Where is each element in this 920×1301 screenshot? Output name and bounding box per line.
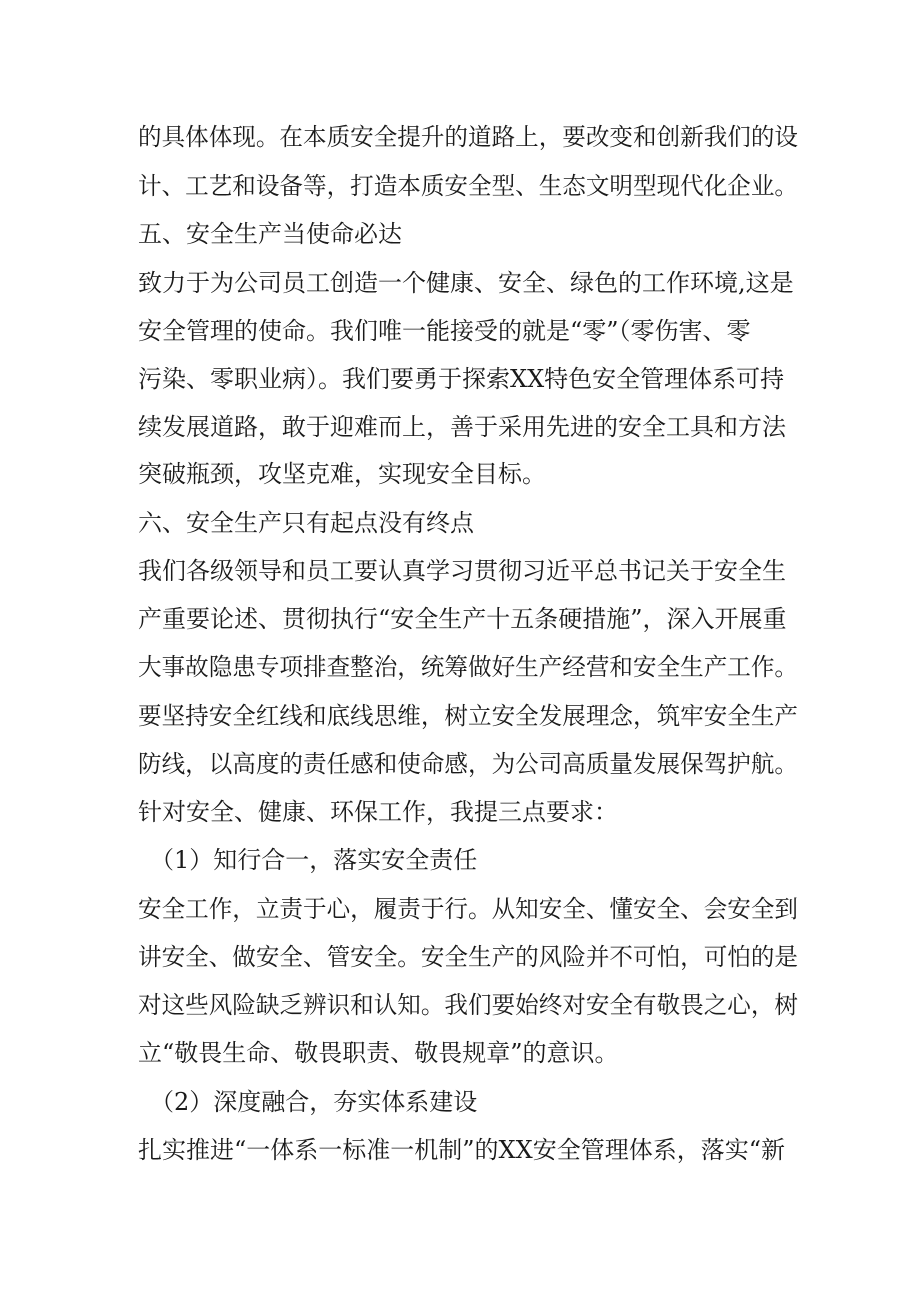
subsection-heading: （1）知行合一，落实安全责任 [150, 846, 478, 874]
body-text-line: 产重要论述、贯彻执行“安全生产十五条硬措施”，深入开展重 [138, 605, 787, 633]
body-text-line: 我们各级领导和员工要认真学习贯彻习近平总书记关于安全生 [138, 557, 786, 585]
section-heading: 五、安全生产当使命必达 [138, 220, 402, 248]
body-text-line: 防线，以高度的责任感和使命感，为公司高质量发展保驾护航。 [138, 750, 798, 778]
body-text-line: 计、工艺和设备等，打造本质安全型、生态文明型现代化企业。 [138, 172, 798, 200]
body-text-line: 针对安全、健康、环保工作，我提三点要求： [138, 798, 618, 826]
body-text-line: 对这些风险缺乏辨识和认知。我们要始终对安全有敬畏之心，树 [138, 991, 798, 1019]
body-text-line: 的具体体现。在本质安全提升的道路上，要改变和创新我们的设 [138, 123, 798, 151]
body-text-line: 污染、零职业病）。我们要勇于探索XX特色安全管理体系可持 [138, 365, 785, 393]
body-text-line: 立“敬畏生命、敬畏职责、敬畏规章”的意识。 [138, 1039, 619, 1067]
body-text-line: 安全工作，立责于心，履责于行。从知安全、懂安全、会安全到 [138, 895, 798, 923]
body-text-line: 致力于为公司员工创造一个健康、安全、绿色的工作环境,这是 [138, 269, 794, 297]
subsection-heading: （2）深度融合，夯实体系建设 [150, 1088, 478, 1116]
body-text-line: 安全管理的使命。我们唯一能接受的就是“零”（零伤害、零 [138, 317, 751, 345]
body-text-line: 大事故隐患专项排查整治，统筹做好生产经营和安全生产工作。 [138, 653, 798, 681]
section-heading: 六、安全生产只有起点没有终点 [138, 509, 474, 537]
body-text-line: 突破瓶颈，攻坚克难，实现安全目标。 [138, 460, 546, 488]
body-text-line: 扎实推进“一体系一标准一机制”的XX安全管理体系，落实“新 [138, 1136, 785, 1164]
body-text-line: 讲安全、做安全、管安全。安全生产的风险并不可怕，可怕的是 [138, 943, 798, 971]
body-text-line: 要坚持安全红线和底线思维，树立安全发展理念，筑牢安全生产 [138, 702, 798, 730]
body-text-line: 续发展道路，敢于迎难而上，善于采用先进的安全工具和方法 [138, 413, 786, 441]
